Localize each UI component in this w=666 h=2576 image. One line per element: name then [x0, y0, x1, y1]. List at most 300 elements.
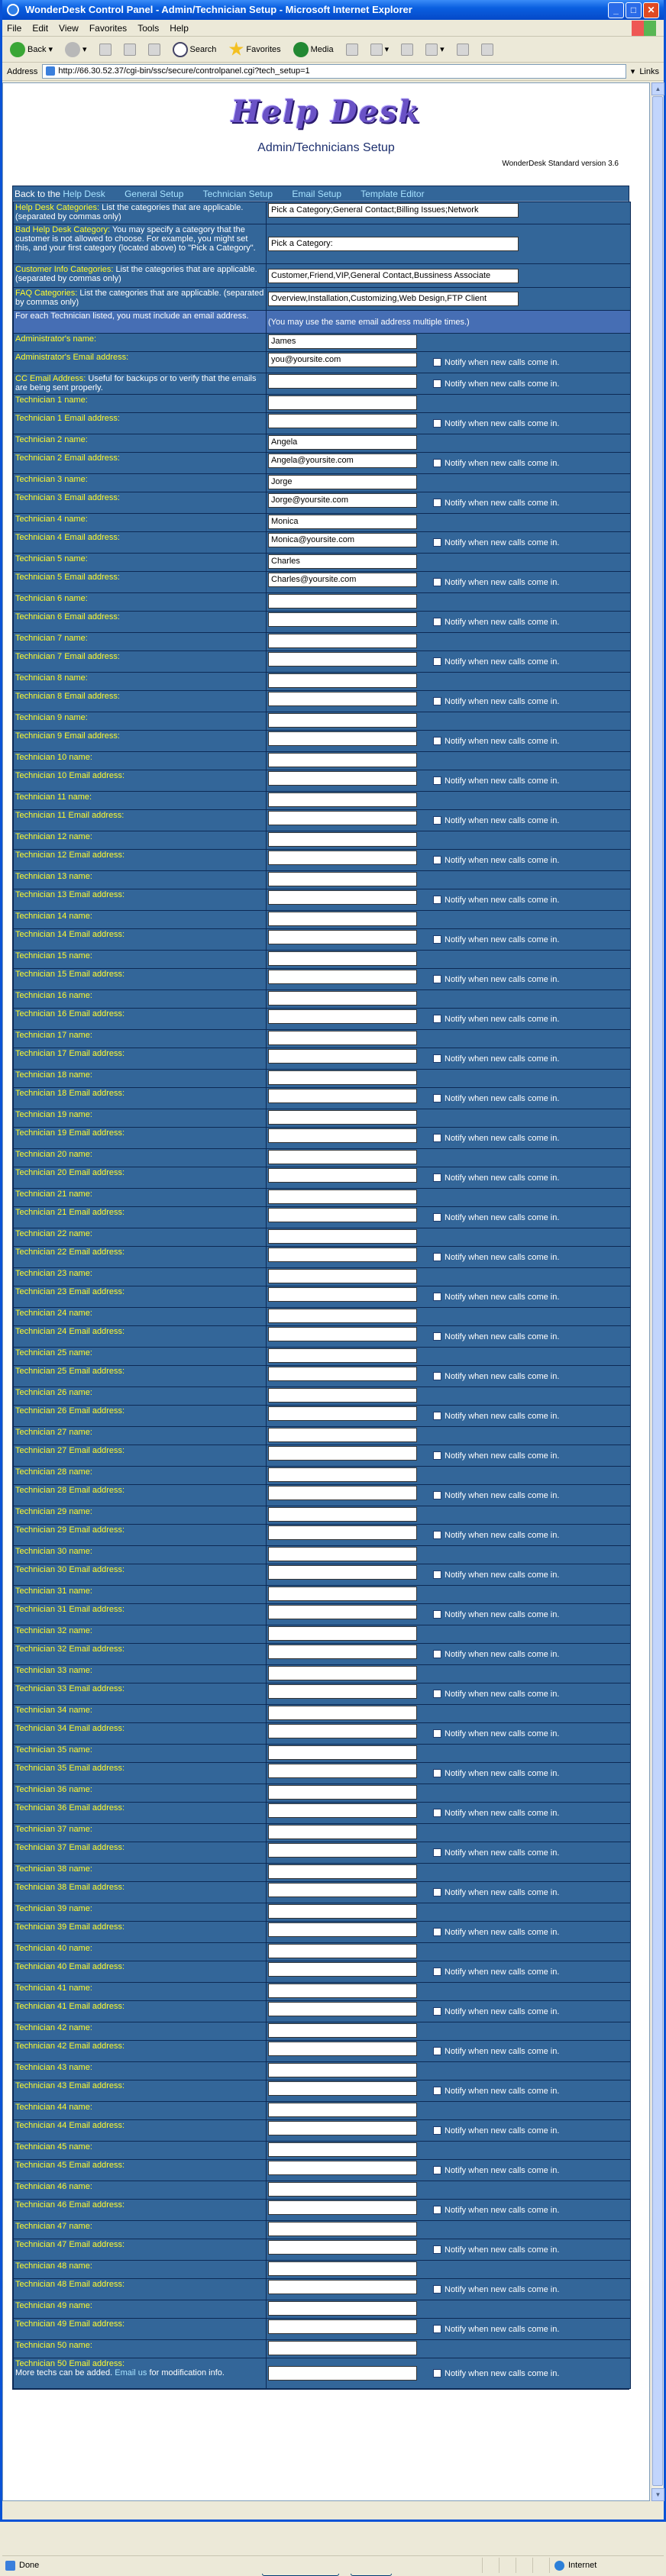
scroll-thumb[interactable] — [652, 96, 663, 2486]
technician-name-input[interactable] — [268, 1626, 417, 1641]
technician-notify[interactable] — [433, 856, 559, 865]
technician-notify[interactable] — [433, 1769, 559, 1778]
technician-email-input[interactable] — [268, 811, 417, 825]
technician-notify[interactable] — [433, 419, 559, 428]
technician-email-input[interactable] — [268, 2366, 417, 2381]
technician-name-input[interactable] — [268, 2341, 417, 2355]
technician-email-label: Technician 14 Email address: — [15, 930, 125, 939]
address-go-dropdown[interactable]: ▾ — [630, 67, 635, 76]
technician-notify-checkbox[interactable] — [433, 2325, 441, 2333]
technician-email-label: Technician 28 Email address: — [15, 1486, 125, 1495]
technician-email-row — [14, 929, 631, 951]
email-us-link[interactable]: Email us — [115, 2368, 147, 2377]
technician-notify-checkbox[interactable] — [433, 1848, 441, 1857]
technician-email-label: Technician 39 Email address: — [15, 1922, 125, 1932]
technician-name-input[interactable] — [268, 792, 417, 807]
technician-notify-checkbox[interactable] — [433, 1253, 441, 1261]
technician-name-row — [14, 1228, 631, 1247]
technician-notify-checkbox[interactable] — [433, 657, 441, 666]
technician-name-input[interactable] — [268, 1904, 417, 1919]
technician-email-input[interactable] — [268, 970, 417, 984]
title-bar[interactable] — [2, 0, 664, 20]
technician-notify[interactable] — [433, 975, 559, 984]
technician-email-input[interactable] — [268, 1565, 417, 1580]
technician-name-input[interactable] — [268, 1467, 417, 1482]
technician-email-input[interactable] — [268, 1208, 417, 1222]
technician-notify[interactable] — [433, 2245, 559, 2255]
technician-email-input[interactable] — [268, 1128, 417, 1143]
technician-email-label: Technician 4 Email address: — [15, 533, 120, 542]
technician-notify[interactable] — [433, 1173, 559, 1183]
technician-notify[interactable] — [433, 1332, 559, 1341]
technician-notify[interactable] — [433, 1610, 559, 1619]
technician-name-input[interactable] — [268, 1825, 417, 1839]
technician-notify-checkbox[interactable] — [433, 935, 441, 944]
technician-name-label: Technician 24 name: — [15, 1309, 92, 1318]
technician-email-input[interactable] — [268, 1843, 417, 1858]
technician-email-row — [14, 2120, 631, 2142]
technician-email-label: Technician 38 Email address: — [15, 1883, 125, 1892]
discuss-button[interactable] — [454, 42, 472, 57]
technician-email-input[interactable] — [268, 612, 417, 627]
technician-notify-label: Notify when new calls come in. — [445, 1689, 560, 1699]
technician-notify[interactable] — [433, 1650, 559, 1659]
technician-notify-checkbox[interactable] — [433, 1928, 441, 1936]
technician-notify[interactable] — [433, 538, 559, 547]
technician-email-input[interactable] — [268, 731, 417, 746]
technician-notify-checkbox[interactable] — [433, 1809, 441, 1817]
technician-email-label: Technician 30 Email address: — [15, 1565, 125, 1574]
technician-notify-checkbox[interactable] — [433, 2047, 441, 2055]
technician-notify[interactable] — [433, 1848, 559, 1858]
technician-notify[interactable] — [433, 1809, 559, 1818]
tech-info-row — [14, 311, 631, 334]
technician-email-row — [14, 2279, 631, 2300]
technician-email-input[interactable] — [268, 1089, 417, 1103]
technician-notify[interactable] — [433, 776, 559, 786]
technician-notify[interactable] — [433, 737, 559, 746]
technician-name-input[interactable] — [268, 2301, 417, 2316]
admin-notify[interactable] — [433, 358, 559, 367]
technician-email-label: Technician 22 Email address: — [15, 1248, 125, 1257]
technician-name-input[interactable] — [268, 2222, 417, 2236]
technician-email-row — [14, 1922, 631, 1943]
technician-notify[interactable] — [433, 1054, 559, 1064]
technician-name-row — [14, 792, 631, 810]
technician-email-input[interactable] — [268, 1605, 417, 1619]
technician-notify-checkbox[interactable] — [433, 1372, 441, 1380]
technician-name-row — [14, 1109, 631, 1128]
technician-name-input[interactable] — [268, 872, 417, 886]
technician-notify-checkbox[interactable] — [433, 1173, 441, 1182]
technician-name-input[interactable]: Jorge — [268, 475, 417, 489]
technician-email-input[interactable]: Monica@yoursite.com — [268, 533, 417, 547]
technician-notify-checkbox[interactable] — [433, 1610, 441, 1619]
technician-email-input[interactable] — [268, 1287, 417, 1302]
technician-name-input[interactable] — [268, 2023, 417, 2038]
technician-notify[interactable] — [433, 816, 559, 825]
technician-notify-checkbox[interactable] — [433, 618, 441, 626]
technician-email-input[interactable] — [268, 1962, 417, 1977]
favorites-button[interactable]: Favorites — [225, 40, 283, 59]
technician-name-label: Technician 4 name: — [15, 515, 88, 524]
admin-notify-checkbox[interactable] — [433, 358, 441, 366]
technician-notify[interactable] — [433, 618, 559, 627]
technician-name-input[interactable] — [268, 1547, 417, 1561]
technician-notify-checkbox[interactable] — [433, 578, 441, 586]
nav-link-general-setup[interactable]: General Setup — [124, 189, 184, 199]
nav-link-technician-setup[interactable]: Technician Setup — [202, 189, 273, 199]
print-button[interactable] — [398, 42, 416, 57]
nav-back-to-label: Back to the — [15, 189, 61, 199]
technician-name-input[interactable] — [268, 1031, 417, 1045]
technician-notify-checkbox[interactable] — [433, 499, 441, 507]
technician-name-label: Technician 1 name: — [15, 395, 88, 405]
technician-notify[interactable] — [433, 2369, 559, 2378]
technician-name-input[interactable] — [268, 1388, 417, 1403]
technician-email-label: Technician 37 Email address: — [15, 1843, 125, 1852]
technician-email-input[interactable] — [268, 1525, 417, 1540]
technician-name-input[interactable] — [268, 395, 417, 410]
technician-email-input[interactable] — [268, 652, 417, 667]
links-label[interactable]: Links — [639, 66, 659, 76]
technician-name-input[interactable] — [268, 1666, 417, 1680]
technician-email-input[interactable] — [268, 1446, 417, 1461]
technician-email-input[interactable] — [268, 1367, 417, 1381]
technician-name-label: Technician 47 name: — [15, 2222, 92, 2231]
vertical-scrollbar[interactable] — [651, 82, 664, 2501]
technician-notify[interactable] — [433, 1570, 559, 1580]
technician-email-input[interactable] — [268, 1486, 417, 1500]
technician-name-input[interactable]: Angela — [268, 435, 417, 450]
technician-name-input[interactable] — [268, 1190, 417, 1204]
technician-name-row — [14, 2102, 631, 2120]
technician-email-input[interactable] — [268, 2280, 417, 2294]
technician-notify-checkbox[interactable] — [433, 856, 441, 864]
technician-email-input[interactable] — [268, 930, 417, 944]
technician-notify-checkbox[interactable] — [433, 2166, 441, 2174]
technician-name-input[interactable] — [268, 1507, 417, 1522]
technician-notify[interactable] — [433, 2325, 559, 2334]
technician-email-input[interactable] — [268, 2002, 417, 2016]
admin-email-input[interactable]: you@yoursite.com — [268, 353, 417, 367]
technician-email-label: Technician 48 Email address: — [15, 2280, 125, 2289]
technician-notify-label: Notify when new calls come in. — [445, 657, 560, 667]
technician-notify[interactable] — [433, 2047, 559, 2056]
technician-notify-label: Notify when new calls come in. — [445, 895, 560, 905]
technician-notify[interactable] — [433, 1293, 559, 1302]
technician-notify[interactable] — [433, 2166, 559, 2175]
technician-email-label: Technician 32 Email address: — [15, 1645, 125, 1654]
technician-notify-checkbox[interactable] — [433, 2007, 441, 2016]
media-button[interactable]: Media — [290, 40, 337, 59]
menu-view[interactable]: View — [59, 22, 79, 34]
technician-name-input[interactable] — [268, 2103, 417, 2117]
technician-notify-checkbox[interactable] — [433, 1094, 441, 1102]
technician-email-input[interactable] — [268, 2081, 417, 2096]
technician-name-input[interactable] — [268, 991, 417, 1006]
technician-notify[interactable] — [433, 935, 559, 944]
technician-notify[interactable] — [433, 1094, 559, 1103]
nav-link-template-editor[interactable]: Template Editor — [360, 189, 425, 199]
technician-notify-checkbox[interactable] — [433, 2285, 441, 2294]
technician-notify-label: Notify when new calls come in. — [445, 1490, 560, 1500]
technician-name-input[interactable] — [268, 673, 417, 688]
technician-notify-checkbox[interactable] — [433, 459, 441, 467]
messenger-button[interactable] — [478, 42, 496, 57]
technician-name-input[interactable] — [268, 1110, 417, 1125]
technician-notify-checkbox[interactable] — [433, 1412, 441, 1420]
technician-notify[interactable] — [433, 1372, 559, 1381]
technician-notify[interactable] — [433, 657, 559, 667]
technician-notify-checkbox[interactable] — [433, 2245, 441, 2254]
technician-notify-checkbox[interactable] — [433, 1015, 441, 1023]
technician-email-input[interactable] — [268, 1684, 417, 1699]
technician-notify[interactable] — [433, 1928, 559, 1937]
technician-notify[interactable] — [433, 1015, 559, 1024]
technician-name-input[interactable] — [268, 1229, 417, 1244]
technician-notify[interactable] — [433, 2126, 559, 2135]
technician-notify-checkbox[interactable] — [433, 1491, 441, 1499]
scroll-up-arrow-icon[interactable]: ▲ — [651, 82, 664, 95]
technician-email-input[interactable] — [268, 2240, 417, 2255]
technician-notify-checkbox[interactable] — [433, 737, 441, 745]
home-button[interactable] — [145, 42, 163, 57]
technician-name-row — [14, 1506, 631, 1525]
technician-name-label: Technician 13 name: — [15, 872, 92, 881]
menu-file[interactable]: File — [7, 22, 22, 34]
technician-name-input[interactable]: Monica — [268, 515, 417, 529]
technician-name-input[interactable] — [268, 1745, 417, 1760]
technician-notify-checkbox[interactable] — [433, 896, 441, 904]
bad-category-label: Bad Help Desk Category: — [15, 225, 111, 234]
technician-name-input[interactable] — [268, 1070, 417, 1085]
technician-notify-label: Notify when new calls come in. — [445, 1927, 560, 1937]
technician-email-input[interactable] — [268, 890, 417, 905]
technician-notify[interactable] — [433, 1729, 559, 1738]
edit-button[interactable]: ▾ — [422, 42, 448, 57]
technician-name-label: Technician 40 name: — [15, 1944, 92, 1953]
bad-category-input[interactable]: Pick a Category: — [268, 237, 519, 251]
technician-name-input[interactable] — [268, 1864, 417, 1879]
technician-email-input[interactable] — [268, 692, 417, 706]
technician-email-input[interactable] — [268, 1248, 417, 1262]
technician-notify[interactable] — [433, 1451, 559, 1461]
technician-email-input[interactable] — [268, 1645, 417, 1659]
technician-email-input[interactable] — [268, 2200, 417, 2215]
technician-name-input[interactable]: Charles — [268, 554, 417, 569]
technician-name-row — [14, 2340, 631, 2358]
technician-name-input[interactable] — [268, 1944, 417, 1958]
nav-link-help-desk[interactable]: Help Desk — [63, 189, 105, 199]
technician-email-row — [14, 1088, 631, 1109]
technician-notify-checkbox[interactable] — [433, 975, 441, 983]
technician-notify-label: Notify when new calls come in. — [445, 1768, 560, 1778]
technician-notify[interactable] — [433, 2087, 559, 2096]
technician-name-row — [14, 1030, 631, 1048]
technician-notify-checkbox[interactable] — [433, 2126, 441, 2135]
technician-notify-checkbox[interactable] — [433, 1134, 441, 1142]
technician-notify-checkbox[interactable] — [433, 1332, 441, 1341]
faq-input[interactable]: Overview,Installation,Customizing,Web Design,FTP Client — [268, 292, 519, 306]
technician-notify-checkbox[interactable] — [433, 419, 441, 428]
technician-name-input[interactable] — [268, 713, 417, 728]
scroll-down-arrow-icon[interactable]: ▼ — [651, 2488, 664, 2501]
technician-notify[interactable] — [433, 1253, 559, 1262]
technician-name-input[interactable] — [268, 1706, 417, 1720]
technician-email-input[interactable] — [268, 1406, 417, 1421]
cc-email-input[interactable] — [268, 374, 417, 389]
technician-notify-checkbox[interactable] — [433, 1293, 441, 1301]
technician-notify-checkbox[interactable] — [433, 1570, 441, 1579]
technician-name-input[interactable] — [268, 594, 417, 608]
customer-info-input[interactable]: Customer,Friend,VIP,General Contact,Bussiness Associate — [268, 269, 519, 283]
technician-email-input[interactable] — [268, 1803, 417, 1818]
back-button[interactable]: Back ▾ — [7, 40, 56, 59]
technician-email-row — [14, 1763, 631, 1784]
technician-email-label: Technician 10 Email address: — [15, 771, 125, 780]
menu-tools[interactable]: Tools — [137, 22, 160, 34]
menu-favorites[interactable]: Favorites — [89, 22, 128, 34]
technician-notify[interactable] — [433, 2285, 559, 2294]
technician-email-input[interactable] — [268, 2161, 417, 2175]
technician-notify[interactable] — [433, 2206, 559, 2215]
close-button[interactable]: ✕ — [643, 2, 659, 18]
categories-label: Help Desk Categories: — [15, 203, 100, 212]
technician-name-input[interactable] — [268, 1309, 417, 1323]
minimize-button[interactable]: _ — [608, 2, 624, 18]
technician-email-input[interactable]: Angela@yoursite.com — [268, 454, 417, 468]
technician-name-label: Technician 12 name: — [15, 832, 92, 841]
technician-email-input[interactable] — [268, 1049, 417, 1064]
technician-email-input[interactable] — [268, 1168, 417, 1183]
technician-name-input[interactable] — [268, 2063, 417, 2077]
admin-name-input[interactable]: James — [268, 334, 417, 349]
technician-notify-checkbox[interactable] — [433, 1213, 441, 1222]
technician-name-input[interactable] — [268, 1150, 417, 1164]
technician-name-input[interactable] — [268, 634, 417, 648]
technician-email-row — [14, 1604, 631, 1625]
technician-notify-checkbox[interactable] — [433, 697, 441, 705]
customer-info-label: Customer Info Categories: — [15, 265, 114, 274]
technician-notify-label: Notify when new calls come in. — [445, 776, 560, 786]
technician-name-input[interactable] — [268, 1984, 417, 1998]
technician-notify-checkbox[interactable] — [433, 1968, 441, 1976]
history-button[interactable] — [343, 42, 361, 57]
technician-notify-checkbox[interactable] — [433, 1650, 441, 1658]
categories-input[interactable]: Pick a Category;General Contact;Billing Issues;Network — [268, 203, 519, 218]
menu-edit[interactable]: Edit — [32, 22, 49, 34]
technician-email-input[interactable] — [268, 1724, 417, 1738]
technician-notify[interactable] — [433, 578, 559, 587]
technician-name-input[interactable] — [268, 1587, 417, 1601]
technician-notify[interactable] — [433, 1134, 559, 1143]
technician-email-input[interactable] — [268, 771, 417, 786]
technician-name-input[interactable] — [268, 2261, 417, 2276]
technician-notify[interactable] — [433, 2007, 559, 2016]
technician-name-input[interactable] — [268, 1348, 417, 1363]
technician-notify[interactable] — [433, 499, 559, 508]
technician-notify[interactable] — [433, 1531, 559, 1540]
technician-notify[interactable] — [433, 896, 559, 905]
technician-name-input[interactable] — [268, 912, 417, 926]
technician-notify-checkbox[interactable] — [433, 816, 441, 825]
technician-notify-checkbox[interactable] — [433, 2206, 441, 2214]
technician-email-input[interactable]: Charles@yoursite.com — [268, 573, 417, 587]
technician-notify[interactable] — [433, 1412, 559, 1421]
technician-notify-checkbox[interactable] — [433, 1054, 441, 1063]
technician-notify-checkbox[interactable] — [433, 1531, 441, 1539]
technician-notify[interactable] — [433, 1968, 559, 1977]
technician-email-input[interactable]: Jorge@yoursite.com — [268, 493, 417, 508]
technician-email-input[interactable] — [268, 2121, 417, 2135]
technician-name-input[interactable] — [268, 832, 417, 847]
technician-email-input[interactable] — [268, 1883, 417, 1897]
technician-email-input[interactable] — [268, 1764, 417, 1778]
technician-email-input[interactable] — [268, 1009, 417, 1024]
search-button[interactable]: Search — [170, 40, 220, 59]
technician-name-input[interactable] — [268, 1785, 417, 1800]
technician-notify[interactable] — [433, 1690, 559, 1699]
technician-name-label: Technician 14 name: — [15, 912, 92, 921]
nav-link-email-setup[interactable]: Email Setup — [292, 189, 342, 199]
technician-email-row — [14, 2041, 631, 2062]
technician-name-input[interactable] — [268, 1269, 417, 1283]
technician-email-label: Technician 11 Email address: — [15, 811, 124, 820]
technician-notify-checkbox[interactable] — [433, 1729, 441, 1738]
technician-notify[interactable] — [433, 1491, 559, 1500]
technician-email-input[interactable] — [268, 2042, 417, 2056]
page-title: Admin/Technicians Setup — [257, 141, 395, 154]
mail-button[interactable]: ▾ — [367, 42, 393, 57]
technician-notify-checkbox[interactable] — [433, 1690, 441, 1698]
technician-name-input[interactable] — [268, 951, 417, 966]
technician-name-input[interactable] — [268, 1428, 417, 1442]
maximize-button[interactable]: □ — [626, 2, 642, 18]
technician-email-input[interactable] — [268, 851, 417, 865]
technician-notify-checkbox[interactable] — [433, 2087, 441, 2095]
technician-name-label: Technician 22 name: — [15, 1229, 92, 1238]
technician-email-label: Technician 33 Email address: — [15, 1684, 125, 1693]
cc-notify[interactable] — [433, 379, 559, 389]
technician-notify[interactable] — [433, 1888, 559, 1897]
technician-email-input[interactable] — [268, 414, 417, 428]
cc-notify-checkbox[interactable] — [433, 379, 441, 388]
technician-name-input[interactable] — [268, 2142, 417, 2157]
technician-email-input[interactable] — [268, 2319, 417, 2334]
technician-notify-checkbox[interactable] — [433, 1451, 441, 1460]
technician-notify[interactable] — [433, 697, 559, 706]
technician-notify-checkbox[interactable] — [433, 538, 441, 547]
forward-button[interactable]: ▾ — [62, 40, 90, 59]
menu-help[interactable]: Help — [170, 22, 189, 34]
stop-button[interactable] — [96, 42, 115, 57]
technician-notify[interactable] — [433, 459, 559, 468]
technician-name-label: Technician 43 name: — [15, 2063, 92, 2072]
address-input[interactable]: http://66.30.52.37/cgi-bin/ssc/secure/controlpanel.cgi?tech_setup=1 — [42, 64, 626, 79]
technician-email-input[interactable] — [268, 1327, 417, 1341]
refresh-button[interactable] — [121, 42, 139, 57]
technician-name-row — [14, 395, 631, 413]
technician-notify-checkbox[interactable] — [433, 1888, 441, 1896]
technician-name-input[interactable] — [268, 753, 417, 767]
technician-notify-checkbox[interactable] — [433, 776, 441, 785]
technician-notify-checkbox[interactable] — [433, 1769, 441, 1777]
technician-name-input[interactable] — [268, 2182, 417, 2197]
technician-email-input[interactable] — [268, 1922, 417, 1937]
technician-notify-checkbox[interactable] — [433, 2369, 441, 2377]
technician-notify[interactable] — [433, 1213, 559, 1222]
